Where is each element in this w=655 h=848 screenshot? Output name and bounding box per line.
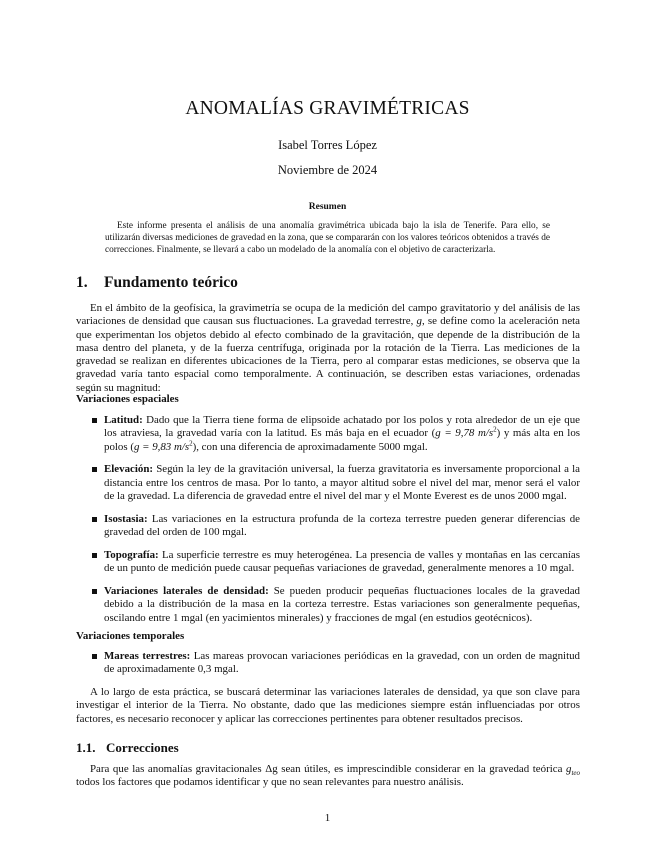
paper-author: Isabel Torres López xyxy=(278,138,377,152)
item-text: Según la ley de la gravitación universal, la fuerza gravitatoria es inversamente proporcional a la distancia entre los centros de masa. Por lo tanto, a mayor altitud sobre el nivel del mar, menor será el valor de la gravedad. La diferencia de gravedad entre el nivel del mar y el Monte Everest es de unos 2000 mgal. xyxy=(104,463,580,502)
item-exponent: 2 xyxy=(189,438,193,447)
intro-symbol-g: g xyxy=(416,315,422,328)
list-item xyxy=(104,414,580,454)
item-term: Latitud: xyxy=(104,414,143,426)
bullet-icon xyxy=(92,517,97,522)
item-formula: g = 9,78 m/s xyxy=(435,427,494,440)
intro-text-a: En el ámbito de la geofísica, la gravimetría se ocupa de la medición del campo gravitatorio y del análisis de las variaciones de densidad que causan sus fluctuaciones. La gravedad terrestre, xyxy=(76,302,580,328)
item-formula: g = 9,83 m/s xyxy=(133,440,190,453)
paper-title: ANOMALÍAS GRAVIMÉTRICAS xyxy=(185,98,470,119)
spatial-variations-list xyxy=(0,414,655,634)
closing-paragraph: A lo largo de esta práctica, se buscará determinar las variaciones laterales de densidad, ya que son clave para investigar el interior de la Tierra. No obstante, dado que las mediciones siempre están influenciadas por otros factores, es necesario reconocer y aplicar las correcciones pertinentes para obtener resultados precisos. xyxy=(76,686,580,725)
abstract-heading: Resumen xyxy=(308,202,347,212)
corr-symbol-sub: teo xyxy=(571,769,581,778)
list-item xyxy=(104,549,580,576)
item-term: Variaciones laterales de densidad: xyxy=(104,584,269,597)
spatial-variations-heading: Variaciones espaciales xyxy=(76,393,179,405)
intro-text-b: , se define como la aceleración neta que experimentan los objetos debido al efecto combinado de la gravitación, que depende de la distribución de la masa dentro del planeta, y de la fuerza centrífuga, originada por la rotación de la Tierra. Las mediciones de la gravedad se realizan en diferentes ubicaciones de la Tierra, pero al comparar estas mediciones, se observa que la gravedad varía tanto espacial como temporalmente. A continuación, se describen estas variaciones, ordenadas según su magnitud: xyxy=(76,315,581,394)
item-text: Las mareas provocan variaciones periódicas en la gravedad, con un orden de magnitud de aproximadamente 0,3 mgal. xyxy=(104,650,580,676)
bullet-icon xyxy=(92,654,97,659)
list-item xyxy=(104,650,580,677)
subsection-heading xyxy=(76,740,179,756)
section-title: Fundamento teórico xyxy=(104,274,238,291)
intro-paragraph xyxy=(76,302,580,395)
bullet-icon xyxy=(92,418,97,423)
item-term: Mareas terrestres: xyxy=(104,650,191,662)
item-text: Dado que la Tierra tiene forma de elipsoide achatado por los polos y rota alrededor de un eje que los atraviesa, la gravedad varía con la latitud. Es más baja en el ecuador ( xyxy=(104,414,580,440)
temporal-variations-heading: Variaciones temporales xyxy=(76,630,185,642)
bullet-icon xyxy=(92,553,97,558)
item-term: Elevación: xyxy=(104,463,154,476)
corrections-paragraph xyxy=(76,763,580,790)
item-text: ), con una diferencia de aproximadamente 5000 mgal. xyxy=(192,440,428,453)
corr-text-c: todos los factores que podamos identificar y que no sean relevantes para nuestro análisis. xyxy=(76,776,464,789)
list-item xyxy=(104,513,580,540)
temporal-variations-list xyxy=(0,650,655,686)
item-text: Se pueden producir pequeñas fluctuaciones locales de la gravedad debido a la distribución de la masa en la corteza terrestre. Estas variaciones son generalmente pequeñas, oscilando entre 1 mgal (en yacimientos minerales) y fracciones de mgal (en estudios geotécnicos). xyxy=(104,584,581,624)
item-text: ) y más alta en los polos ( xyxy=(104,427,581,453)
list-item xyxy=(104,463,580,503)
page-number: 1 xyxy=(324,812,331,824)
bullet-icon xyxy=(92,467,97,472)
corr-text-b: sean útiles, es imprescindible considerar en la gravedad teórica xyxy=(277,763,566,775)
abstract-text: Este informe presenta el análisis de una anomalía gravimétrica ubicada bajo la isla de Tenerife. Para ello, se utilizarán diversas mediciones de gravedad en la zona, que se compararán con los valores teóricos obtenidos a través de correcciones. Finalmente, se llevará a cabo un modelado de la anomalía con el objetivo de caracterizarla. xyxy=(105,221,550,256)
item-term: Topografía: xyxy=(104,548,159,561)
subsection-title: Correcciones xyxy=(106,740,179,755)
item-text: Las variaciones en la estructura profunda de la corteza terrestre pueden generar diferencias de gravedad del orden de 100 mgal. xyxy=(104,512,580,539)
list-item xyxy=(104,585,580,625)
corr-symbol-g: g xyxy=(566,763,572,775)
section-heading xyxy=(76,274,238,292)
section-number: 1. xyxy=(76,274,88,291)
corr-text-a: Para que las anomalías gravitacionales xyxy=(90,763,266,775)
corr-symbol-dg: Δg xyxy=(265,763,278,775)
item-text: La superficie terrestre es muy heterogénea. La presencia de valles y montañas en las cercanías de un punto de medición puede causar pequeñas variaciones de gravedad, generalmente menores a 10 mgal. xyxy=(104,548,580,575)
item-term: Isostasia: xyxy=(104,512,148,525)
bullet-icon xyxy=(92,589,97,594)
subsection-number: 1.1. xyxy=(76,740,96,755)
paper-date: Noviembre de 2024 xyxy=(277,163,378,177)
item-exponent: 2 xyxy=(493,425,497,434)
